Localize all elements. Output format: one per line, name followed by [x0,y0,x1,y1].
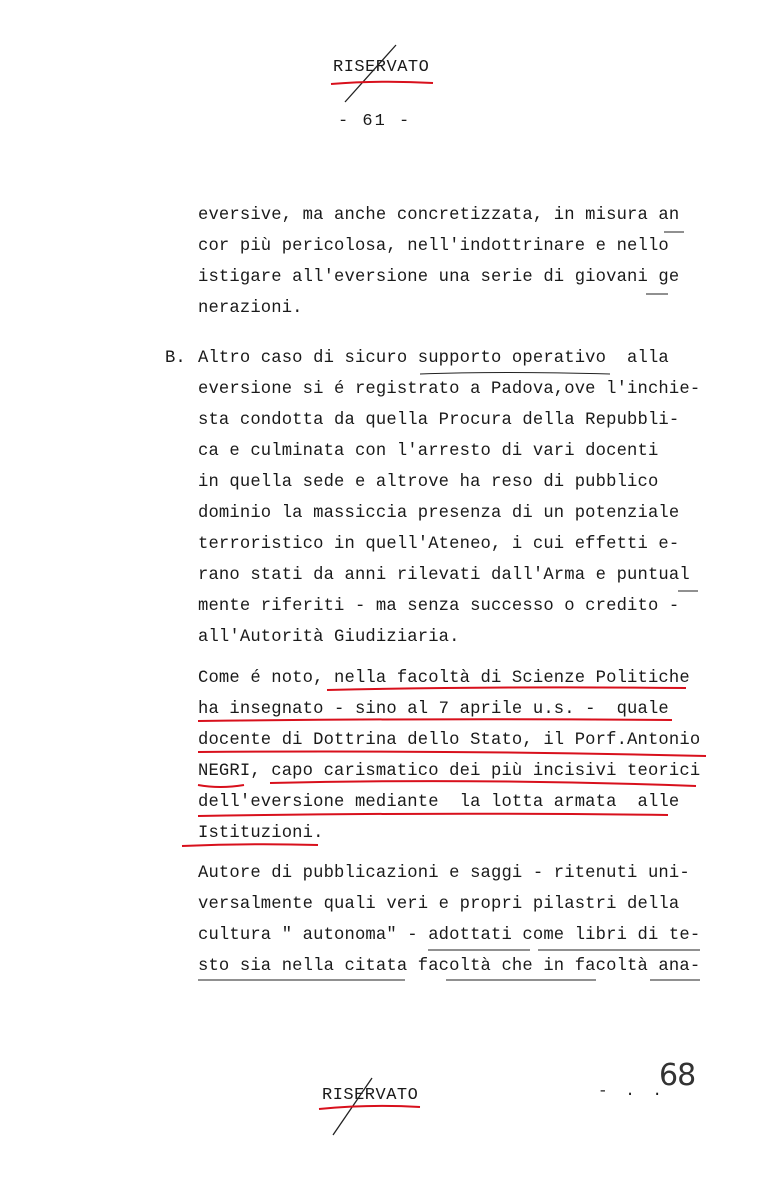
red-underline [182,844,318,846]
paragraph-a-line: eversive, ma anche concretizzata, in misura an [198,206,680,225]
red-underline [198,752,706,757]
section-b-marker: B. [165,349,186,368]
paragraph-b-line: all'Autorità Giudiziaria. [198,628,460,647]
pen-underline [420,373,610,375]
archive-page-number: 68 [659,1058,696,1093]
paragraph-d-line: sto sia nella citata facoltà che in facoltà ana- [198,957,701,976]
paragraph-b-line: dominio la massiccia presenza di un potenziale [198,504,680,523]
page-number: - 61 - [338,112,412,131]
paragraph-d-line: Autore di pubblicazioni e saggi - ritenuti uni- [198,864,690,883]
paragraph-d-line: cultura " autonoma" - adottati come libri di te- [198,926,701,945]
paragraph-b-line: terroristico in quell'Ateneo, i cui effetti e- [198,535,680,554]
paragraph-c-line: ha insegnato - sino al 7 aprile u.s. - quale [198,700,669,719]
footer-riservato-stamp: RISERVATO [322,1086,419,1105]
paragraph-c-line: Istituzioni. [198,824,324,843]
paragraph-c-line: NEGRI, capo carismatico dei più incisivi teorici [198,762,701,781]
red-underline [198,785,244,787]
paragraph-a-line: nerazioni. [198,299,303,318]
paragraph-c-line: Come é noto, nella facoltà di Scienze Politiche [198,669,690,688]
paragraph-a-line: istigare all'eversione una serie di giovani ge [198,268,680,287]
header-riservato-stamp: RISERVATO [333,58,430,77]
paragraph-b-line: eversione si é registrato a Padova,ove l'inchie- [198,380,701,399]
paragraph-c-line: docente di Dottrina dello Stato, il Porf.Antonio [198,731,701,750]
paragraph-b-line: ca e culminata con l'arresto di vari docenti [198,442,659,461]
paragraph-c-line: dell'eversione mediante la lotta armata alle [198,793,680,812]
paragraph-b-line: rano stati da anni rilevati dall'Arma e puntual [198,566,690,585]
header-red-underline [331,82,433,84]
paragraph-b-line: mente riferiti - ma senza successo o credito - [198,597,680,616]
paragraph-a-line: cor più pericolosa, nell'indottrinare e nello [198,237,669,256]
paragraph-b-line: sta condotta da quella Procura della Repubbli- [198,411,680,430]
red-underline [198,814,668,816]
paragraph-b-line: Altro caso di sicuro supporto operativo alla [198,349,669,368]
paragraph-d-line: versalmente quali veri e propri pilastri della [198,895,680,914]
footer-red-underline [319,1106,420,1109]
footer-dashes: - . . [598,1082,667,1100]
paragraph-b-line: in quella sede e altrove ha reso di pubblico [198,473,659,492]
